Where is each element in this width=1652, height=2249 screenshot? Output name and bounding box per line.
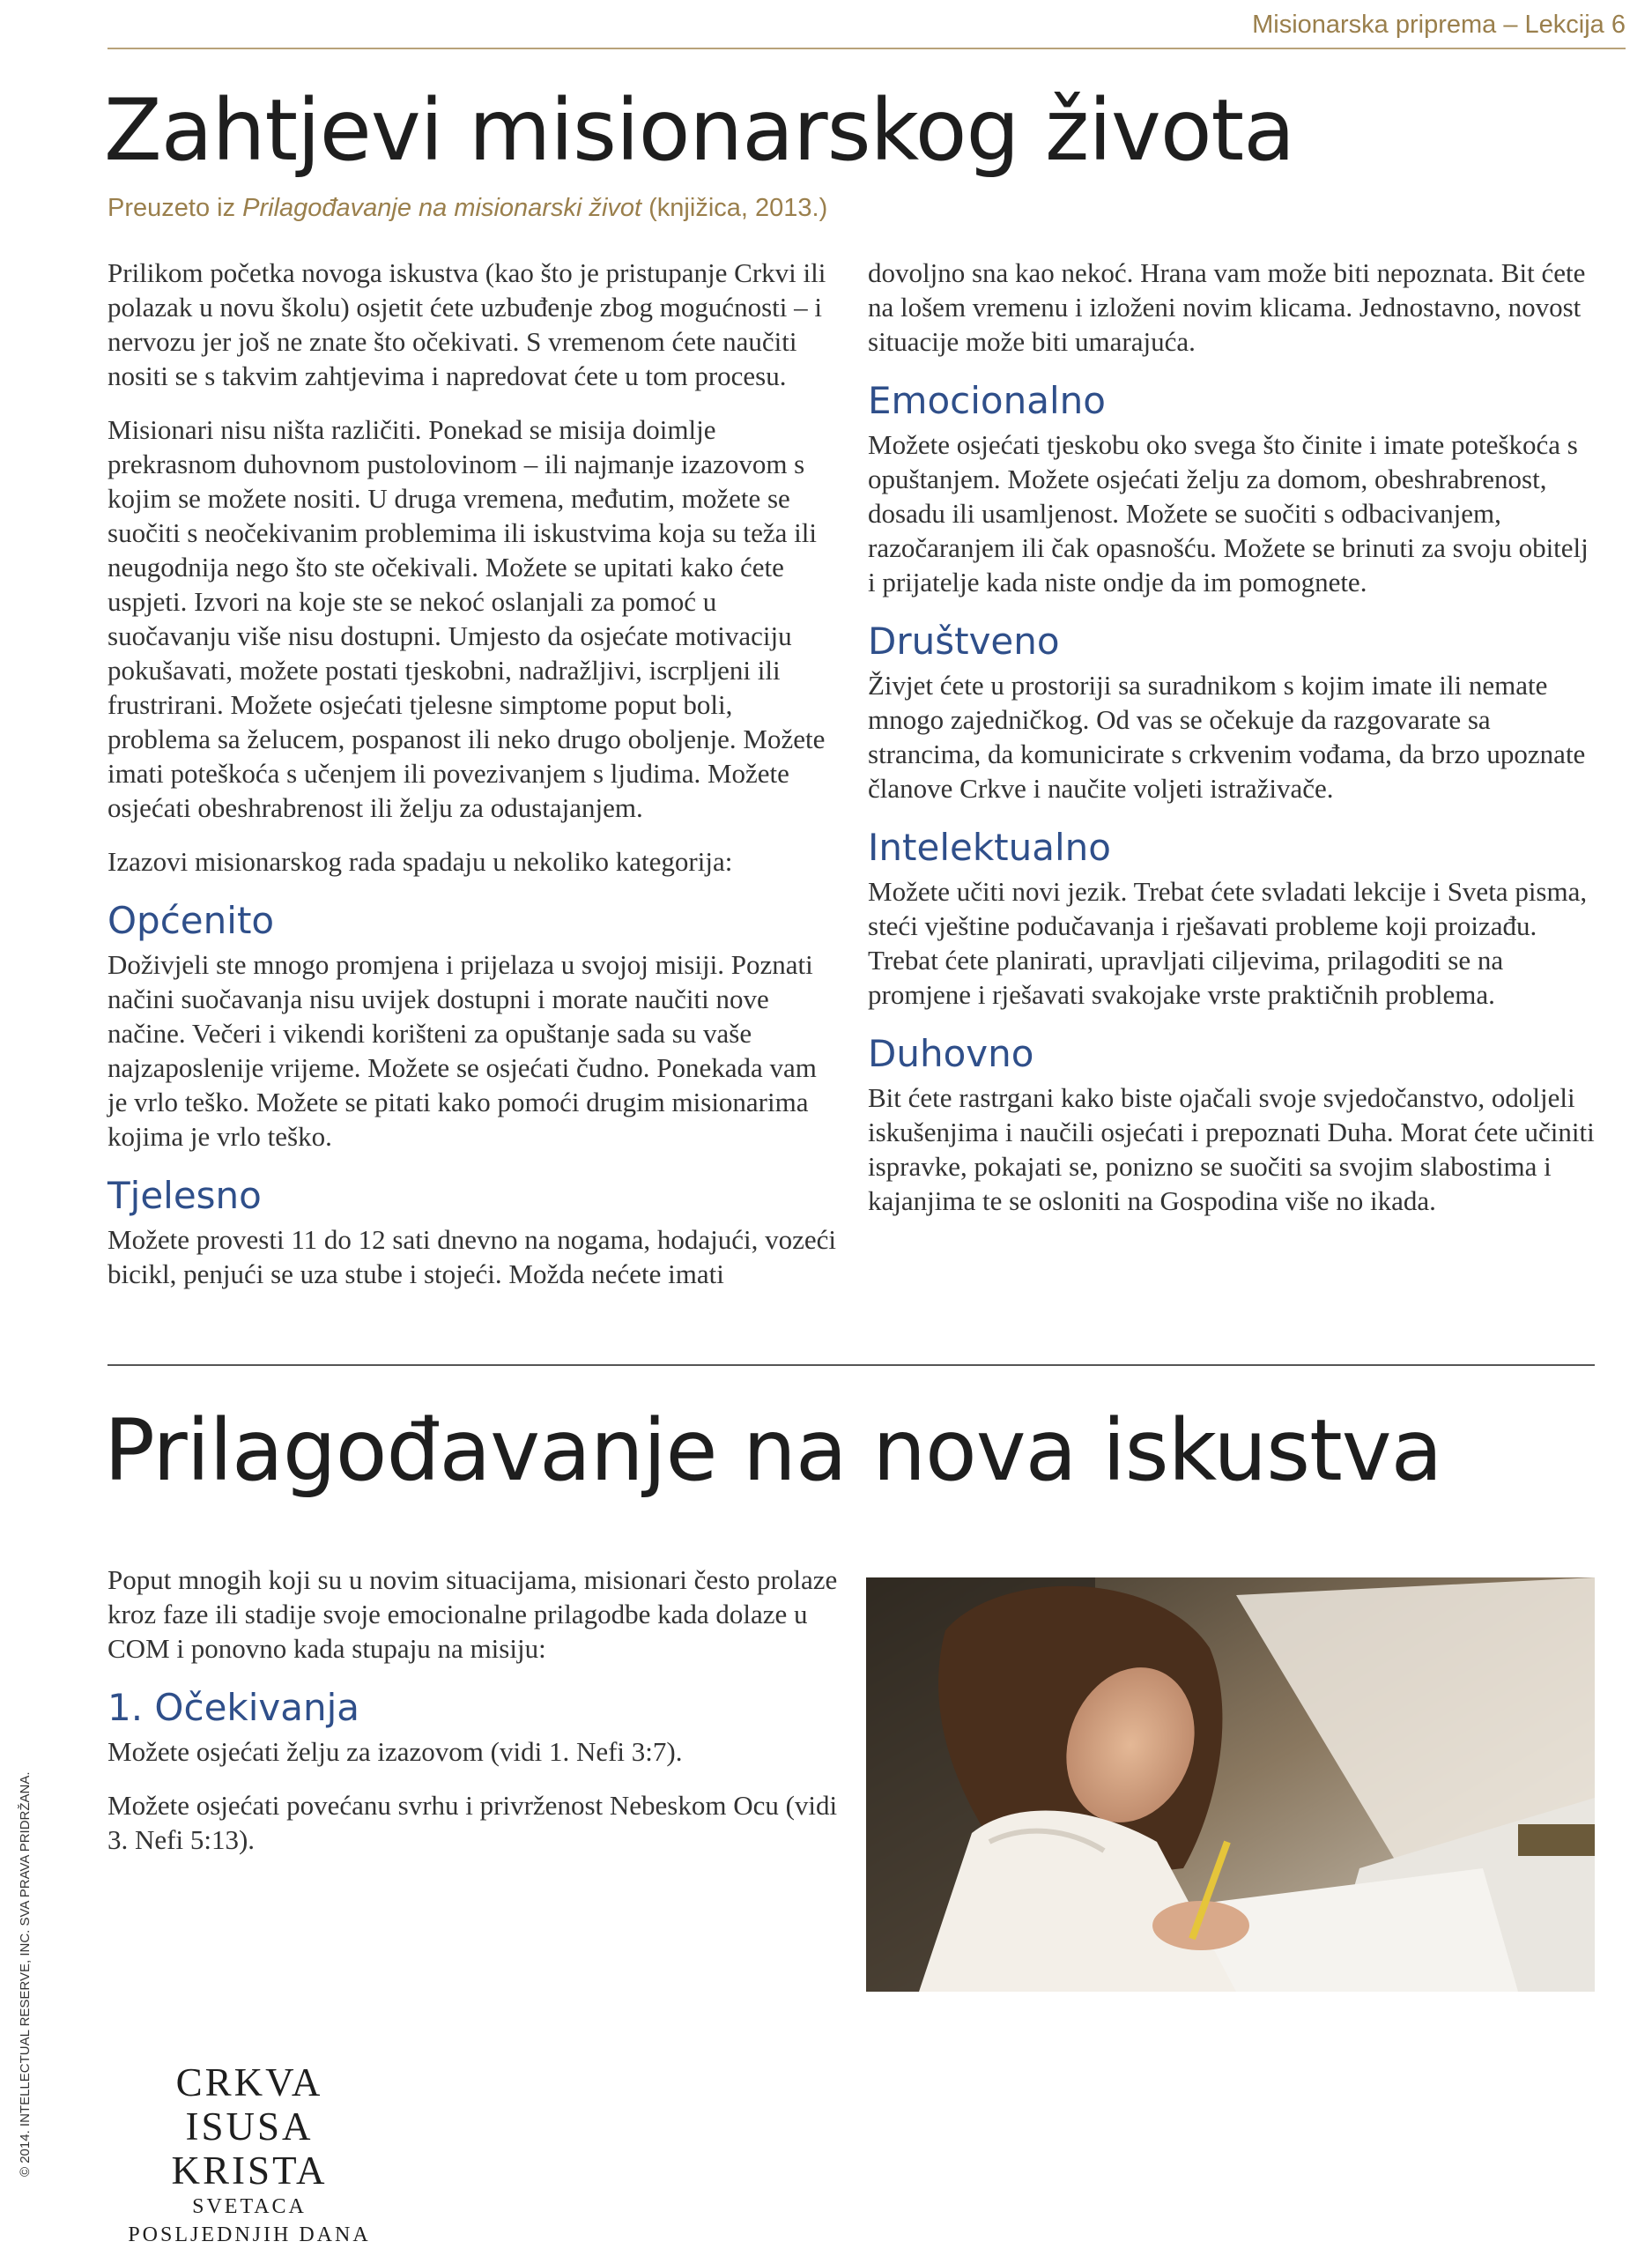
- category-heading-intelektualno: Intelektualno: [868, 826, 1111, 869]
- category-heading-duhovno: Duhovno: [868, 1032, 1034, 1075]
- stage-paragraph: Možete osjećati povećanu svrhu i privrženost Nebeskom Ocu (vidi 3. Nefi 5:13).: [107, 1790, 838, 1855]
- source-suffix: (knjižica, 2013.): [641, 194, 828, 222]
- category-text-tjelesno: Možete provesti 11 do 12 sati dnevno na nogama, hodajući, vozeći bicikl, penjući se uza stube i stojeći. Možda nećete imati: [107, 1224, 837, 1289]
- lesson-header: Misionarska priprema – Lekcija 6: [1252, 11, 1626, 39]
- church-logo: [104, 2060, 395, 2249]
- logo-line: POSLJEDNJIH DANA: [128, 2223, 371, 2246]
- category-heading-opcenito: Općenito: [107, 899, 275, 942]
- page-title: Zahtjevi misionarskog života: [104, 81, 1295, 180]
- stage-paragraph: Možete osjećati želju za izazovom (vidi 1. Nefi 3:7).: [107, 1736, 683, 1767]
- student-writing-photo: [866, 1577, 1595, 1992]
- category-text-tjelesno-continued: dovoljno sna kao nekoć. Hrana vam može biti nepoznata. Bit ćete na lošem vremenu i izloženi novim klicama. Jednostavno, novost situacije može biti umarajuća.: [868, 257, 1586, 357]
- logo-line: CRKVA: [175, 2060, 323, 2104]
- section2-intro: Poput mnogih koji su u novim situacijama, misionari često prolaze kroz faze ili stadije svoje emocionalne prilagodbe kada dolaze u COM i ponovno kada stupaju na misiju:: [107, 1564, 838, 1664]
- category-text-opcenito: Doživjeli ste mnogo promjena i prijelaza u svojoj misiji. Poznati načini suočavanja nisu uvijek dostupni i morate naučiti nove načine. Večeri i vikendi korišteni za opuštanje sada su vaše najzaposlenije vrijeme. Možete se osjećati čudno. Ponekada vam je vrlo teško. Možete se pitati kako pomoći drugim misionarima kojima je vrlo teško.: [107, 949, 817, 1152]
- stage-heading: 1. Očekivanja: [107, 1686, 360, 1729]
- intro-paragraph: Prilikom početka novoga iskustva (kao što je pristupanje Crkvi ili polazak u novu školu) osjetit ćete uzbuđenje zbog mogućnosti – i nervozu jer još ne znate što očekivati. S vremenom ćete naučiti nositi se s takvim zahtjevima i napredovat ćete u tom procesu.: [107, 257, 826, 391]
- copyright-notice: © 2014. INTELLECTUAL RESERVE, INC. SVA PRAVA PRIDRŽANA.: [18, 1771, 33, 2177]
- source-prefix: Preuzeto iz: [107, 194, 243, 222]
- category-heading-tjelesno: Tjelesno: [107, 1174, 262, 1217]
- header-rule: [107, 48, 1626, 49]
- source-title: Prilagođavanje na misionarski život: [242, 194, 642, 222]
- left-column: [107, 256, 839, 1310]
- section-divider: [107, 1364, 1595, 1366]
- intro-paragraph: Misionari nisu ništa različiti. Ponekad se misija doimlje prekrasnom duhovnom pustolovinom – ili najmanje izazovom s kojim se možete nositi. U druga vremena, međutim, možete se suočiti s neočekivanim problemima ili iskustvima koja su teža ili neugodnija nego što ste očekivali. Možete se upitati kako ćete uspjeti. Izvori na koje ste se nekoć oslanjali za pomoć u suočavanju više nisu dostupni. Umjesto da osjećate motivaciju pokušavati, možete postati tjeskobni, nadražljivi, iscrpljeni ili frustrirani. Možete osjećati tjelesne simptome poput boli, problema sa želucem, pospanost ili neko drugo oboljenje. Možete imati poteškoća s učenjem ili povezivanjem s ljudima. Možete osjećati obeshrabrenost ili želju za odustajanjem.: [107, 414, 826, 823]
- bottom-left-column: [107, 1562, 839, 1876]
- source-citation: [107, 194, 827, 223]
- category-text-emocionalno: Možete osjećati tjeskobu oko svega što činite i imate poteškoća s opuštanjem. Možete osjećati želju za domom, obeshrabrenost, dosadu ili usamljenost. Možete se suočiti s odbacivanjem, razočaranjem ili čak opasnošću. Možete se brinuti za svoju obitelj i prijatelje kada niste ondje da im pomognete.: [868, 429, 1589, 598]
- category-text-drustveno: Živjet ćete u prostoriji sa suradnikom s kojim imate ili nemate mnogo zajedničkog. Od vas se očekuje da razgovarate sa strancima, da komunicirate s crkvenim vođama, da brzo upoznate članove Crkve i naučite voljeti istraživače.: [868, 670, 1586, 804]
- category-heading-emocionalno: Emocionalno: [868, 379, 1106, 422]
- logo-line: ISUSA KRISTA: [171, 2104, 328, 2193]
- intro-paragraph: Izazovi misionarskog rada spadaju u nekoliko kategorija:: [107, 846, 733, 877]
- logo-line: SVETACA: [192, 2195, 307, 2218]
- category-heading-drustveno: Društveno: [868, 620, 1060, 663]
- section-title: Prilagođavanje na nova iskustva: [104, 1401, 1442, 1500]
- category-text-duhovno: Bit ćete rastrgani kako biste ojačali svoje svjedočanstvo, odoljeli iskušenjima i naučili osjećati i prepoznati Duha. Morat ćete učiniti ispravke, pokajati se, ponizno se suočiti sa svojim slabostima i kajanjima te se osloniti na Gospodina više no ikada.: [868, 1082, 1595, 1216]
- photo-illustration: [866, 1577, 1595, 1992]
- right-column: [868, 256, 1599, 1237]
- category-text-intelektualno: Možete učiti novi jezik. Trebat ćete svladati lekcije i Sveta pisma, steći vještine podučavanja i rješavati probleme koji proizađu. Trebat ćete planirati, upravljati ciljevima, prilagoditi se na promjene i rješavati svakojake vrste praktičnih problema.: [868, 876, 1588, 1010]
